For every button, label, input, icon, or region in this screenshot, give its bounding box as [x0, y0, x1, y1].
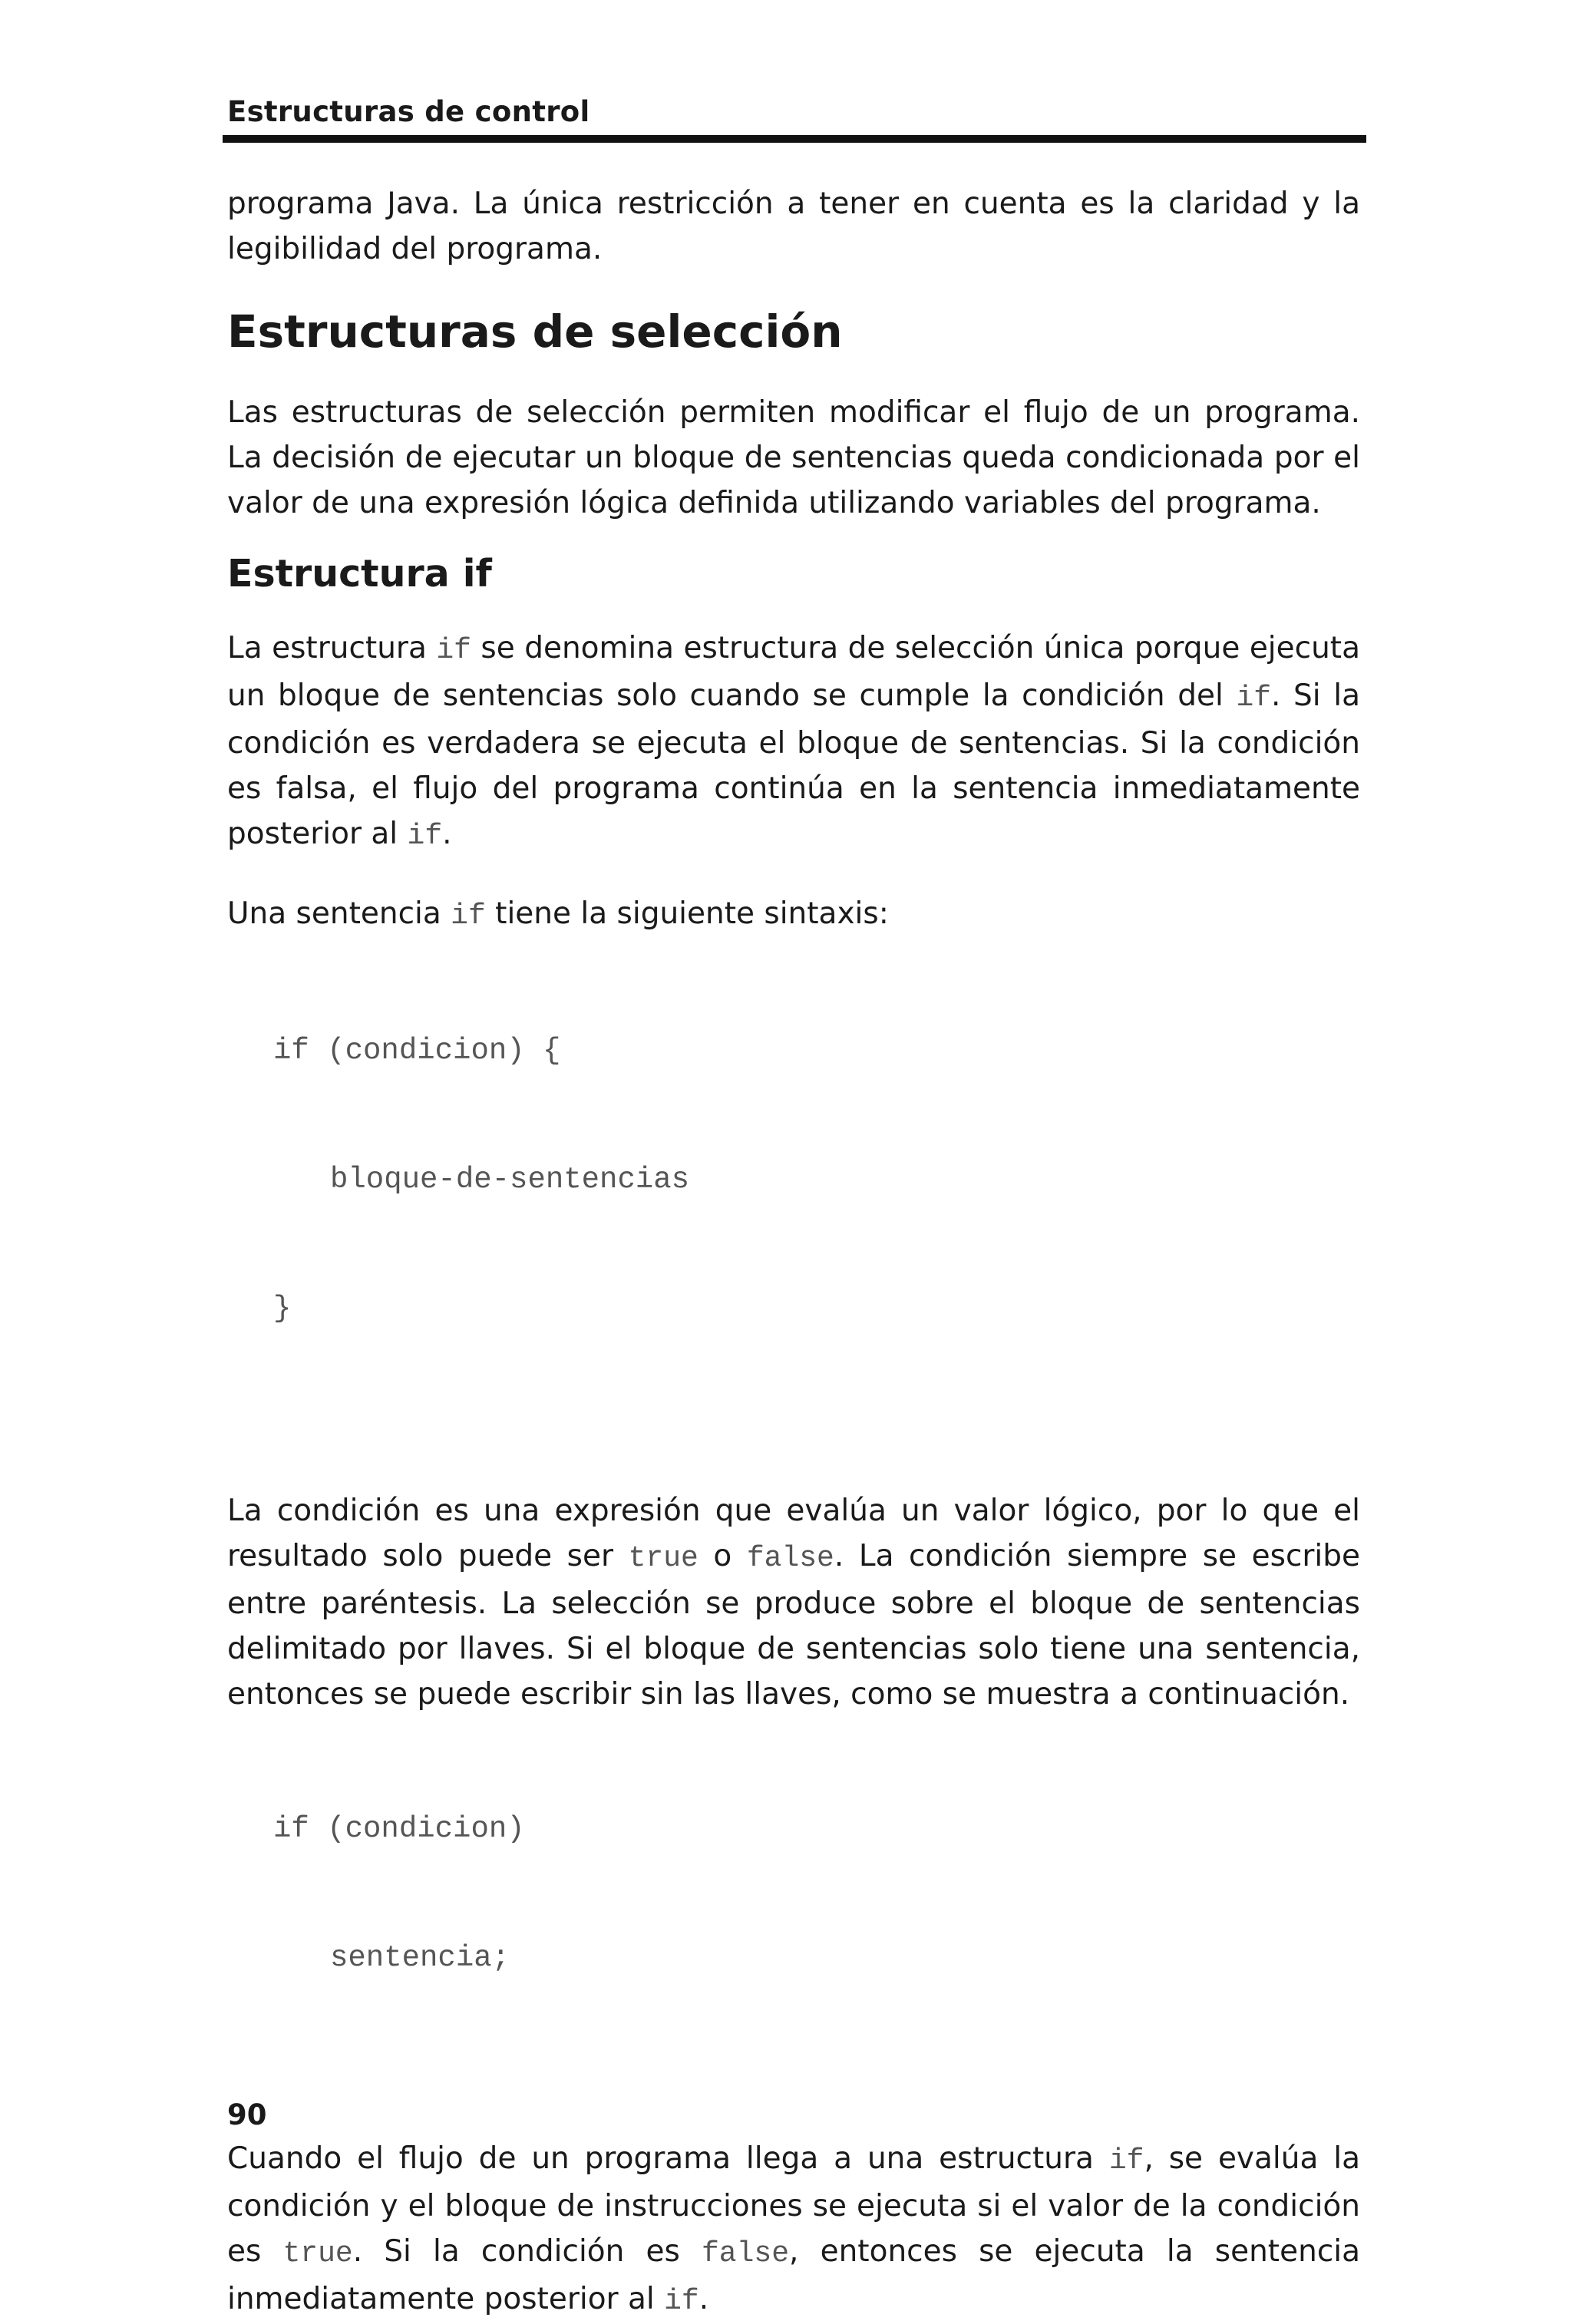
- book-page: [227, 0, 1361, 2318]
- code-line: bloque-de-sentencias: [330, 1163, 690, 1197]
- section-title: Estructuras de selección: [227, 305, 843, 358]
- inline-code: true: [282, 2237, 353, 2270]
- intro-paragraph: programa Java. La única restricción a tener en cuenta es la claridad y la legibilidad del programa.: [227, 187, 1360, 266]
- code-block-if-single: [227, 1738, 1360, 2064]
- text-run: La estructura: [227, 631, 437, 665]
- inline-code: if: [664, 2285, 699, 2318]
- inline-code: if: [451, 900, 486, 933]
- text-run: .: [442, 817, 452, 851]
- text-run: Cuando el flujo de un programa llega a una estructura: [227, 2141, 1109, 2176]
- inline-code: if: [407, 820, 443, 853]
- syntax-intro-paragraph: [227, 891, 1360, 939]
- flow-paragraph: [227, 2136, 1360, 2324]
- text-run: o: [698, 1539, 747, 1573]
- text-run: se denomina estructura de selección única porque ejecuta un bloque de sentencias solo cuando se cumple la condición del: [227, 631, 1360, 713]
- text-run: La condición es una expresión que evalúa un valor lógico, por lo que el resultado solo puede ser: [227, 1494, 1360, 1573]
- text-run: . Si la condición es verdadera se ejecuta el bloque de sentencias. Si la condición es falsa, el flujo del programa continúa en la sentencia inmediatamente posterior al: [227, 678, 1360, 851]
- condition-paragraph: [227, 1488, 1360, 1717]
- text-run: .: [698, 2282, 709, 2316]
- section-paragraph: Las estructuras de selección permiten modificar el flujo de un programa. La decisión de ejecutar un bloque de sentencias queda condicionada por el valor de una expresión lógica definida utilizando variables del programa.: [227, 395, 1360, 520]
- code-block-if-block: [227, 960, 1360, 1415]
- text-run: . La condición siempre se escribe entre paréntesis. La selección se produce sobre el bloque de sentencias delimitado por llaves. Si el bloque de sentencias solo tiene una sentencia, entonces se puede escribir sin las llaves, como se muestra a continuación.: [227, 1539, 1361, 1712]
- inline-code: false: [702, 2237, 790, 2270]
- inline-code: if: [1108, 2144, 1144, 2177]
- subsection-title: Estructura if: [227, 552, 492, 596]
- code-line: if (condicion) {: [273, 1034, 561, 1068]
- inline-code: if: [1236, 682, 1272, 715]
- code-line: sentencia;: [330, 1941, 510, 1975]
- text-run: Una sentencia: [227, 896, 451, 931]
- text-run: , entonces se ejecuta la sentencia inmediatamente posterior al: [227, 2234, 1360, 2316]
- code-line: }: [273, 1292, 292, 1325]
- if-description-paragraph: [227, 626, 1360, 859]
- inline-code: true: [628, 1542, 698, 1575]
- page-content: [227, 181, 1360, 2324]
- inline-code: false: [746, 1542, 834, 1575]
- running-header: Estructuras de control: [227, 95, 590, 128]
- text-run: tiene la siguiente sintaxis:: [485, 896, 889, 931]
- code-line: if (condicion): [273, 1812, 525, 1846]
- text-run: . Si la condición es: [352, 2234, 702, 2269]
- header-rule: [223, 135, 1366, 143]
- page-number: 90: [227, 2098, 267, 2131]
- text-run: , se evalúa la condición y el bloque de instrucciones se ejecuta si el valor de la condición es: [227, 2141, 1360, 2269]
- inline-code: if: [436, 634, 471, 667]
